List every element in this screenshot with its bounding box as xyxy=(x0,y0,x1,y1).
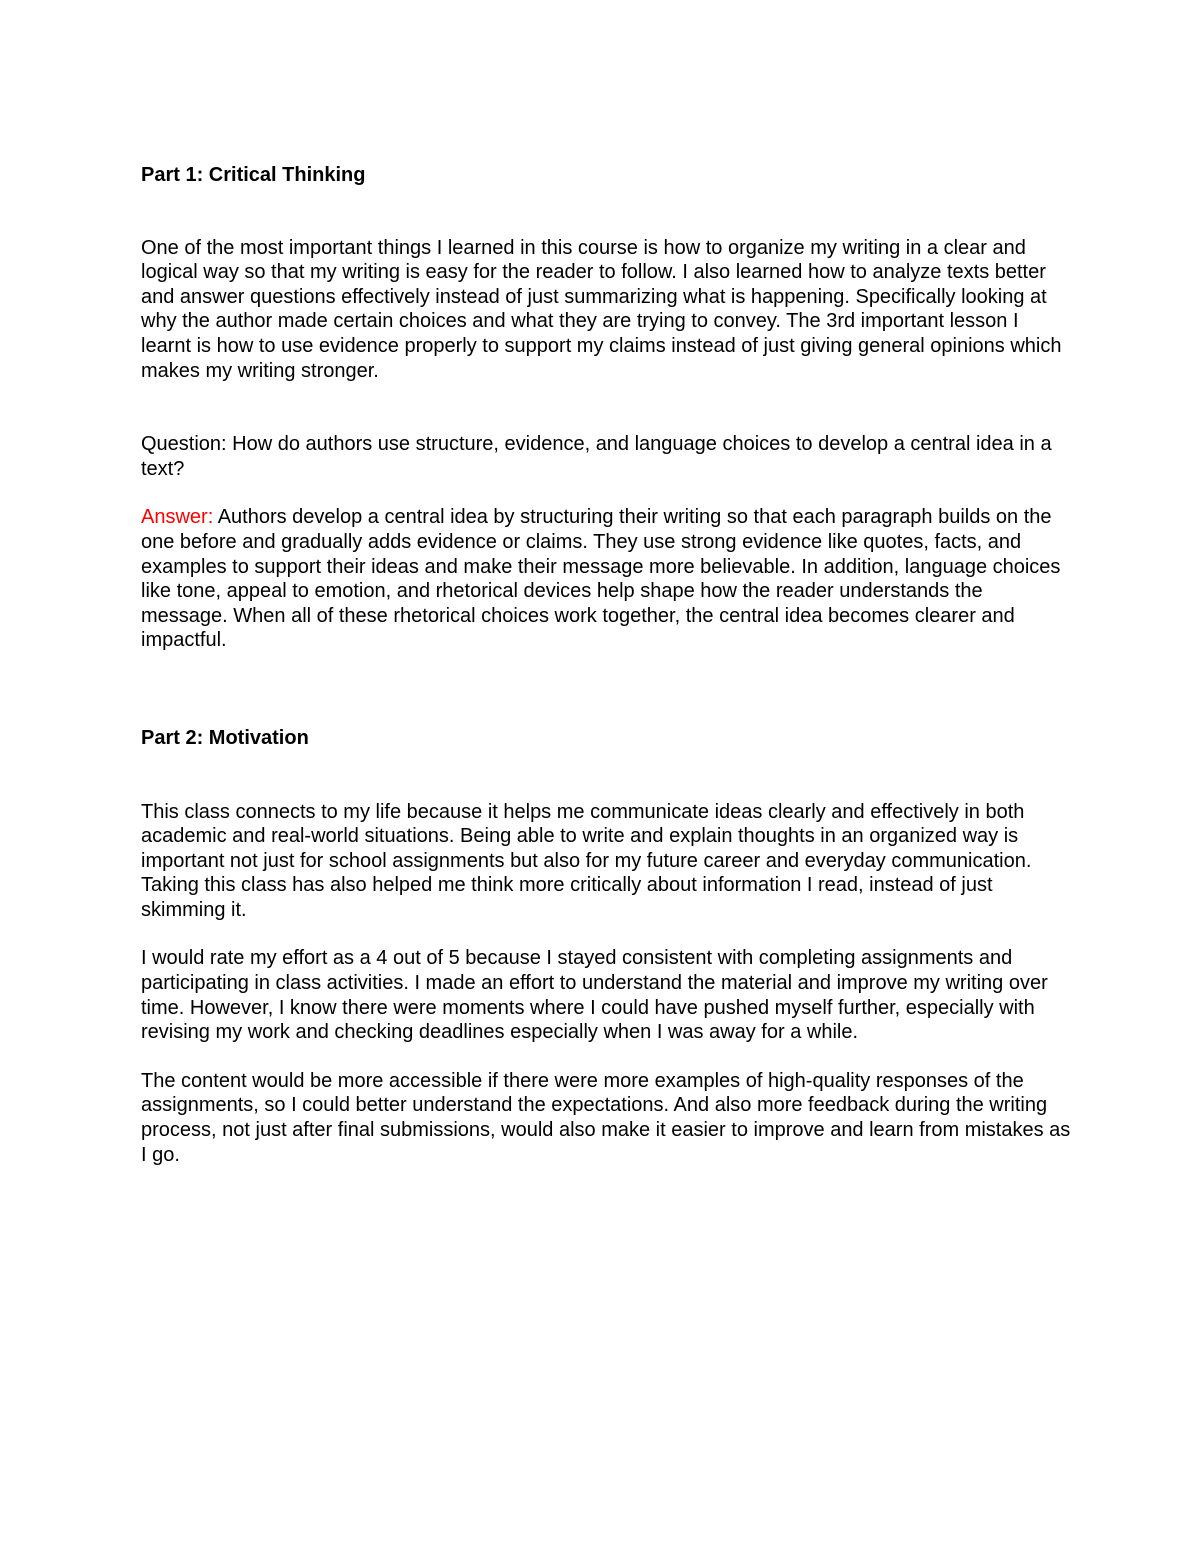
part1-answer xyxy=(141,505,1071,653)
document-page xyxy=(141,163,1071,1167)
answer-label: Answer: xyxy=(141,506,214,529)
part2-paragraph-2: I would rate my effort as a 4 out of 5 because I stayed consistent with completing assignments and participating in class activities. I made an effort to understand the material and improve my writing over time. However, I know there were moments where I could have pushed myself further, especially with revising my work and checking deadlines especially when I was away for a while. xyxy=(141,947,1048,1044)
part2-heading: Part 2: Motivation xyxy=(141,726,309,749)
part1-paragraph: One of the most important things I learned in this course is how to organize my writing in a clear and logical way so that my writing is easy for the reader to follow. I also learned how to analyze texts better and answer questions effectively instead of just summarizing what is happening. Specifically looking at why the author made certain choices and what they are trying to convey. The 3rd important lesson I learnt is how to use evidence properly to support my claims instead of just giving general opinions which makes my writing stronger. xyxy=(141,236,1062,382)
part2-paragraph-3: The content would be more accessible if there were more examples of high-quality responses of the assignments, so I could better understand the expectations. And also more feedback during the writing process, not just after final submissions, would also make it easier to improve and learn from mistakes as I go. xyxy=(141,1069,1071,1166)
part1-question: Question: How do authors use structure, evidence, and language choices to develop a central idea in a text? xyxy=(141,433,1052,480)
part1-heading: Part 1: Critical Thinking xyxy=(141,164,366,186)
answer-text: Authors develop a central idea by structuring their writing so that each paragraph builds on the one before and gradually adds evidence or claims. They use strong evidence like quotes, facts, and examples to support their ideas and make their message more believable. In addition, language choices like tone, appeal to emotion, and rhetorical devices help shape how the reader understands the message. When all of these rhetorical choices work together, the central idea becomes clearer and impactful. xyxy=(141,506,1061,652)
part2-paragraph-1: This class connects to my life because it helps me communicate ideas clearly and effectively in both academic and real-world situations. Being able to write and explain thoughts in an organized way is important not just for school assignments but also for my future career and everyday communication. Taking this class has also helped me think more critically about information I read, instead of just skimming it. xyxy=(141,800,1032,921)
